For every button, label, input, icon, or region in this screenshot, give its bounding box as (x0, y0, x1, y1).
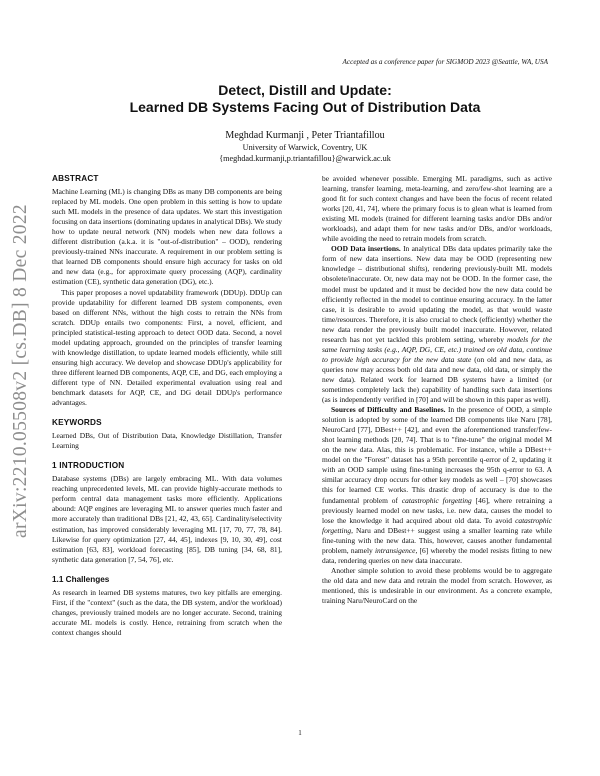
sources-italic-3: intransigence (374, 545, 416, 555)
keywords-text: Learned DBs, Out of Distribution Data, Knowledge Distillation, Transfer Learning (52, 431, 282, 451)
introduction-heading: 1 INTRODUCTION (52, 461, 125, 471)
challenges-heading: 1.1 Challenges (52, 574, 110, 584)
author-email: {meghdad.kurmanji,p.triantafillou}@warwick.ac.uk (219, 154, 391, 163)
abstract-heading: ABSTRACT (52, 174, 99, 183)
keywords-heading: KEYWORDS (52, 418, 102, 428)
sources-text-3: , Naru and DBest++ suggest using a smaller learning rate while fine-tuning with the new data. This, however, causes another fundamental problem, namely (322, 525, 552, 555)
arxiv-stamp-text: arXiv:2210.05508v2 [cs.DB] 8 Dec 2022 (10, 204, 31, 538)
right-paragraph-1: be avoided whenever possible. Emerging ML paradigms, such as active learning, transfer learning, meta-learning, and zero/few-shot learning are a good fit for such context changes and have been the focus of recent related works [20, 41, 74], where the primary focus is to glean what is learned from existing ML models (trained for different learning tasks and/or DBs and/or workloads), and adapt them for new tasks and/or DBs, and/or workloads, while avoiding the need to retrain models from scratch. (322, 174, 552, 244)
introduction-paragraph-1: Database systems (DBs) are largely embracing ML. With data volumes reaching unprecedented levels, ML can provide highly-accurate methods to perform central data management tasks more efficiently. Applications abound: AQP engines are leveraging ML to answer queries much faster and more accurately than traditional DBs [21, 42, 43, 65]. Cardinality/selectivity estimation, has improved considerably leveraging ML [17, 70, 77, 78, 84]. Likewise for query optimization [27, 44, 45], indexes [9, 10, 30, 49], cost estimation [63, 83], workload forecasting [85], DB tuning [34, 68, 81], synthetic data generation [7, 54, 76], etc. (52, 474, 282, 564)
paper-title-line1: Detect, Distill and Update: (218, 82, 392, 98)
sources-paragraph (322, 405, 552, 566)
challenges-paragraph-1: As research in learned DB systems matures, two key pitfalls are emerging. First, if the "context" (such as the data, the DB system, and/or the workload) changes, previously trained models are no longer accurate. Second, training accurate ML models is costly. Hence, retraining from scratch when the context changes should (52, 587, 282, 637)
right-last-paragraph: Another simple solution to avoid these problems would be to aggregate the old data and new data and retrain the model from scratch. However, as mentioned, this is undesirable in our environment. As a concrete example, training Naru/NeuroCard on the (322, 565, 552, 605)
acceptance-note: Accepted as a conference paper for SIGMOD 2023 @Seattle, WA, USA (342, 58, 548, 66)
ood-runin-heading: OOD Data insertions. (331, 244, 401, 254)
abstract-paragraph-2: This paper proposes a novel updatability framework (DDUp). DDUp can provide updatability for different learned DB system components, even based on different NNs, without the high costs to retrain the NNs from scratch. DDUp entails two components: First, a novel, efficient, and principled statistical-testing approach to detect OOD data. Second, a novel model updating approach, grounded on the principles of transfer learning with knowledge distillation, to update learned models efficiently, while still ensuring high accuracy. We develop and showcase DDUp's applicability for three different learned DB components, AQP, CE, and DG, each employing a different type of NN. Detailed experimental evaluation using real and benchmark datasets for AQP, CE, and DG detail DDUp's performance advantages. (52, 287, 282, 408)
ood-paragraph (322, 244, 552, 405)
sources-text-4: , [6] whereby the model resists fitting to new data, rendering queries on new data inaccurate. (322, 545, 552, 565)
sources-text-1: In the presence of OOD, a simple solution is adopted by some of the learned DB components like Naru [78], NeuroCard [77], DBest++ [42], and even the aforementioned transfer/few-shot learning methods [20, 74]. That is to "fine-tune" the original model M on the new data. Alas, this is problematic. For instance, while a DBest++ model on the "Forest" dataset has a 95th percentile q-error of 2, updating it with an OOD sample using fine-tuning increases the 95th q-error to 63. A similar accuracy drop occurs for other key models as well – [70] showcases this for learned CE works. This drastic drop of accuracy is due to the fundamental problem of (322, 405, 552, 505)
arxiv-stamp (6, 165, 36, 577)
ood-text-1: In analytical DBs data updates primarily take the form of new data insertions. New data may be OOD (representing new knowledge – distributional shifts), rendering previously-built ML models obsolete/inaccurate. Or, new data may not be OOD. In the former case, the model must be updated and it must be decided how the new data could be efficiently reflected in the model to continue ensuring accuracy. In the latter case, it is desirable to avoid updating the model, as that would waste time/resources. Therefore, it is also crucial to check (efficiently) whether the new data render the previously built model inaccurate. However, related research has not yet tackled this problem setting, whereby (322, 244, 552, 344)
ood-text-2: (on old and new data, as queries now may access both old data and new data, old data, or simply the new data). Related work for learned DB systems have a limited (or sometimes completely lack the) capability of handling such data insertions (as is independently verified in [70] and will be shown in this paper as well). (322, 354, 552, 405)
left-column (52, 174, 282, 638)
authors: Meghdad Kurmanji , Peter Triantafillou (225, 130, 385, 141)
paper-title-line2: Learned DB Systems Facing Out of Distribution Data (129, 99, 481, 115)
sources-runin-heading: Sources of Difficulty and Baselines. (331, 405, 446, 415)
affiliation: University of Warwick, Coventry, UK (242, 143, 368, 152)
sources-italic-2: catastrophic forgetting (322, 515, 552, 535)
page-number: 1 (298, 729, 302, 737)
abstract-paragraph-1: Machine Learning (ML) is changing DBs as many DB components are being replaced by ML models. One open problem in this setting is how to update such ML models in the presence of data updates. We start this investigation focusing on data insertions (dominating updates in analytical DBs). We study how to update neural network (NN) models when new data follows a different distribution (a.k.a. it is "out-of-distribution" – OOD), rendering previously-trained NNs inaccurate. A requirement in our problem setting is that learned DB components should ensure high accuracy for tasks on old and new data (e.g., for approximate query processing (AQP), cardinality estimation (CE), synthetic data generation (DG), etc.). (52, 187, 282, 287)
sources-text-2: [46], where retraining a previously learned model on new tasks, i.e. new data, causes the model to lose the knowledge it had acquired about old data. To avoid (322, 495, 552, 525)
ood-italic-text: models for the same learning tasks (e.g., AQP, DG, CE, etc.) trained on old data, continue to provide high accuracy for the new data state (322, 334, 552, 364)
sources-italic-1: catastrophic forgetting (401, 495, 472, 505)
right-column (322, 174, 552, 606)
